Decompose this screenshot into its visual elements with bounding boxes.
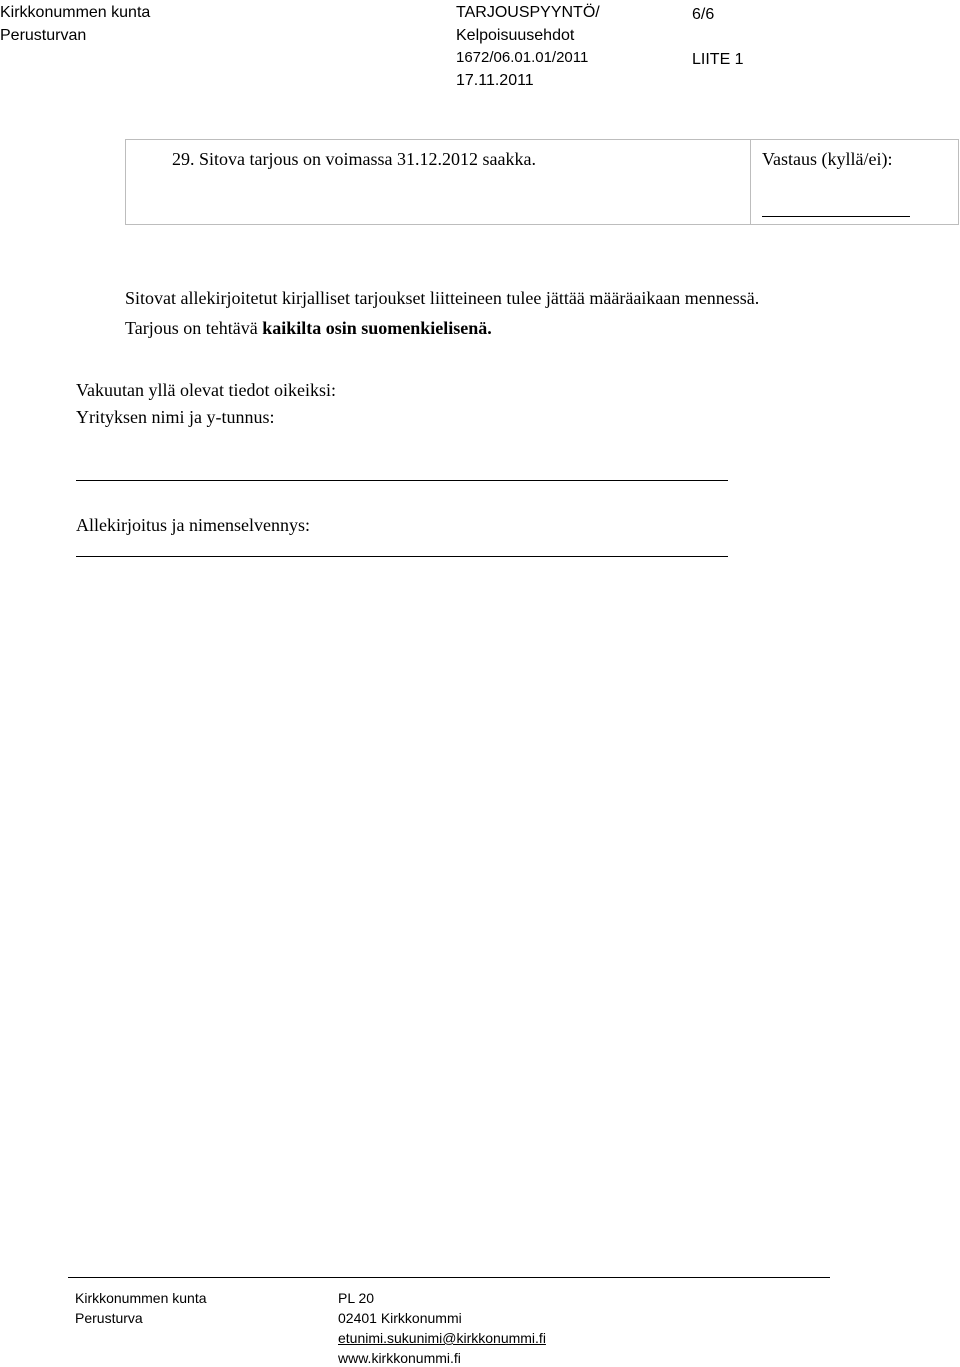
header-doc-type: TARJOUSPYYNTÖ/ xyxy=(456,4,600,21)
company-label: Yrityksen nimi ja y-tunnus: xyxy=(76,407,275,427)
footer-rule xyxy=(68,1277,830,1278)
question-table xyxy=(125,139,959,225)
body-line2-prefix: Tarjous on tehtävä xyxy=(125,318,263,338)
footer-org: Kirkkonummen kunta xyxy=(75,1290,207,1306)
page-number: 6/6 xyxy=(692,6,715,23)
company-field-line[interactable] xyxy=(76,480,728,481)
signature-field-line[interactable] xyxy=(76,556,728,557)
header-department: Perusturvan xyxy=(0,27,87,44)
header-org: Kirkkonummen kunta xyxy=(0,4,151,21)
body-line2-emphasis: kaikilta osin suomenkielisenä. xyxy=(262,318,492,338)
header-doc-subtitle: Kelpoisuusehdot xyxy=(456,27,575,44)
header-date: 17.11.2011 xyxy=(456,72,534,89)
header-reference-number: 1672/06.01.01/2011 xyxy=(456,49,589,66)
declaration-confirm: Vakuutan yllä olevat tiedot oikeiksi: xyxy=(76,380,336,400)
table-divider xyxy=(750,140,751,224)
answer-field-line[interactable] xyxy=(762,216,910,217)
answer-label: Vastaus (kyllä/ei): xyxy=(762,149,893,169)
footer-email-link[interactable]: etunimi.sukunimi@kirkkonummi.fi xyxy=(338,1330,546,1346)
footer-unit: Perusturva xyxy=(75,1310,143,1326)
footer-postal: 02401 Kirkkonummi xyxy=(338,1310,462,1326)
appendix-label: LIITE 1 xyxy=(692,51,744,68)
footer-po-box: PL 20 xyxy=(338,1290,375,1306)
body-paragraph-line2 xyxy=(125,316,492,340)
signature-label: Allekirjoitus ja nimenselvennys: xyxy=(76,515,310,535)
question-text: 29. Sitova tarjous on voimassa 31.12.2012 saakka. xyxy=(172,149,536,169)
body-paragraph-line1: Sitovat allekirjoitetut kirjalliset tarjoukset liitteineen tulee jättää määräaikaan mennessä. xyxy=(125,288,760,308)
footer-website[interactable]: www.kirkkonummi.fi xyxy=(338,1350,461,1366)
